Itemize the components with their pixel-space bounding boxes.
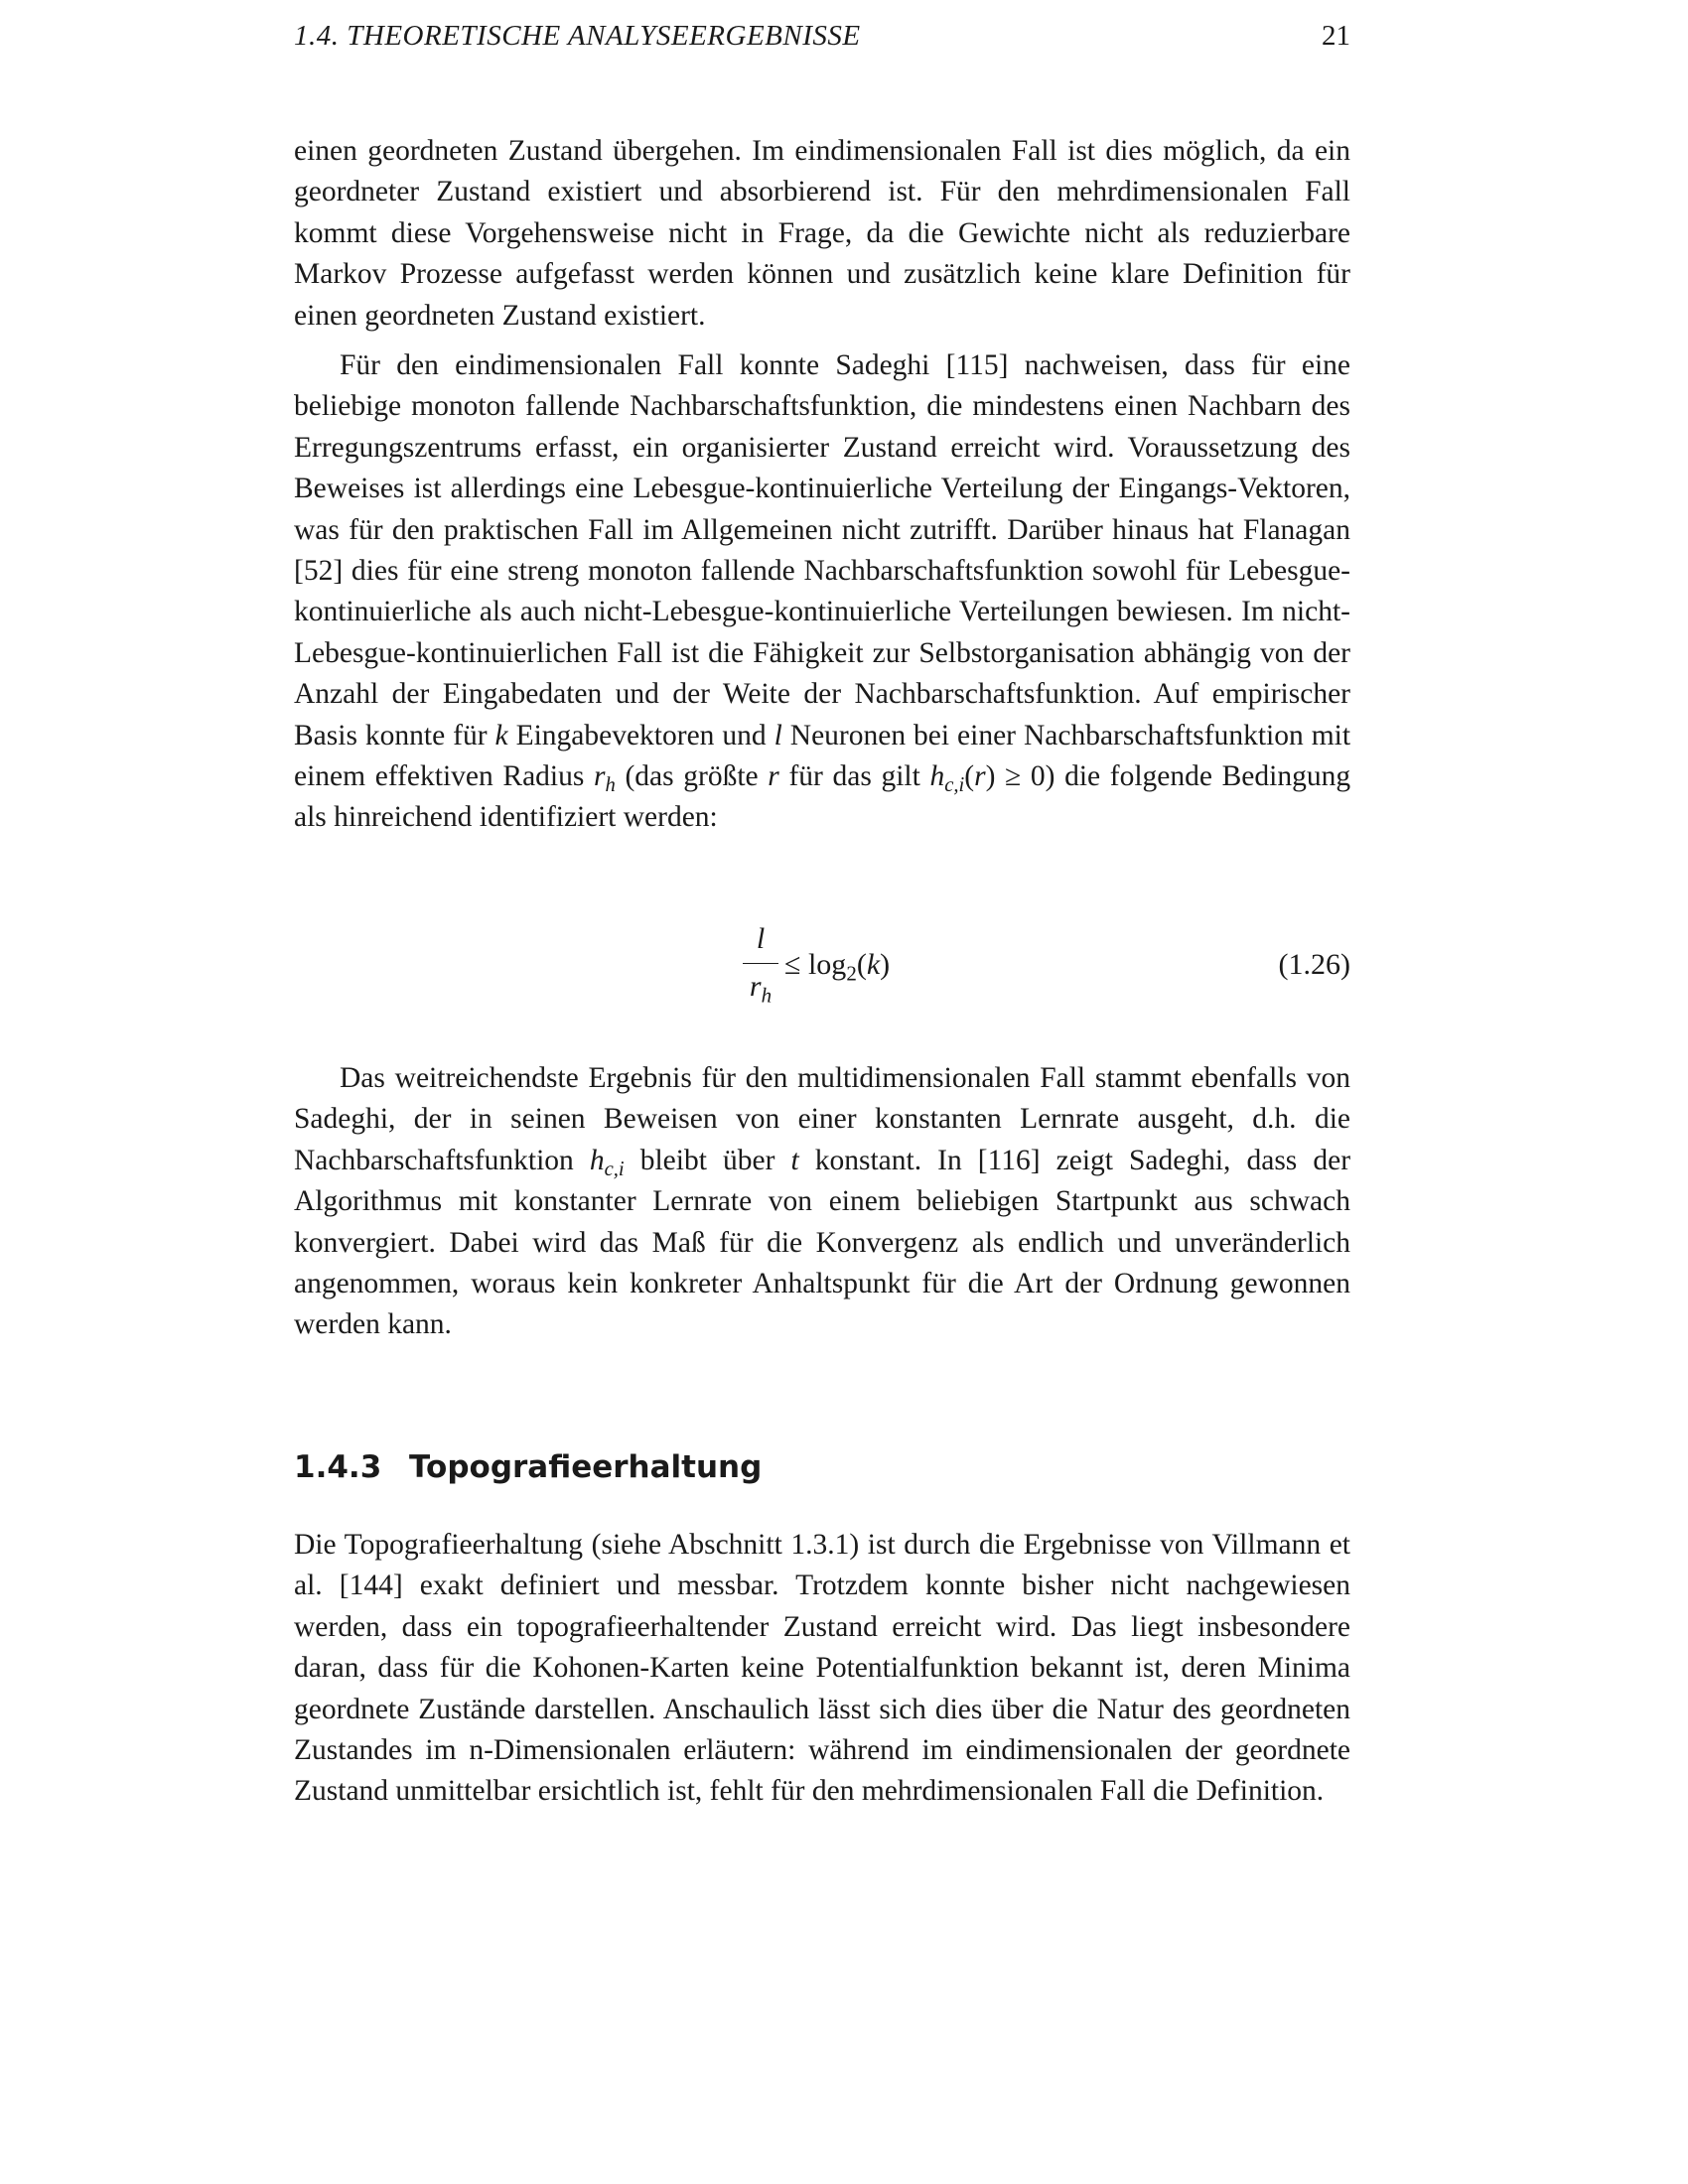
text-run: für das gilt <box>788 760 920 793</box>
math-sub-ci: c,i <box>944 774 965 797</box>
paragraph-continuation: einen geordneten Zustand übergehen. Im eindimensionalen Fall ist dies möglich, da ein geordneter Zustand existiert und absorbierend ist. Für den mehrdimensionalen Fall kommt diese Vorgehensweise nicht in Frage, da die Gewichte nicht als reduzierbare Markov Prozesse aufgefasst werden können und zusätzlich keine klare Definition für einen geordneten Zustand existiert. <box>294 135 1350 332</box>
text-run: bleibt über <box>639 1144 775 1176</box>
text-run: konstant. In [116] zeigt Sadeghi, dass der Algorithmus mit konstanter Lernrate von einem beliebigen Startpunkt aus schwach konvergiert. Dabei wird das Maß für die Konvergenz als endlich und unveränderlich angenommen, woraus kein konkreter Anhaltspunkt für die Art der Ordnung gewonnen werden kann. <box>294 1144 1351 1341</box>
math-var-h: h <box>929 760 945 793</box>
fraction-denominator <box>741 969 780 1008</box>
paragraph-topography: Die Topografieerhaltung (siehe Abschnitt 1.3.1) ist durch die Ergebnisse von Villmann et al. [144] exakt definiert und messbar. Trotzdem konnte bisher nicht nachgewiesen werden, dass ein topografieerhaltender Zustand erreicht wird. Das liegt insbesondere daran, dass für die Kohonen-Karten keine Potentialfunktion bekannt ist, deren Minima geordnete Zustände darstellen. Anschaulich lässt sich dies über die Natur des geordneten Zustandes im n-Dimensionalen erläutern: während im eindimensionalen der geordnete Zustand unmittelbar ersichtlich ist, fehlt für den mehrdimensionalen Fall die Definition. <box>294 1529 1350 1808</box>
math-var-h: h <box>589 1144 605 1176</box>
rhs-open-paren: ( <box>856 948 867 981</box>
equation-1-26 <box>294 919 1350 1009</box>
rhs-operator: ≤ log <box>784 948 847 981</box>
text-run: Neuronen bei einer Nachbarschaftsfunktion mit einem effektiven Radius <box>294 719 1351 793</box>
text-run: Für den eindimensionalen Fall konnte Sadeghi [115] nachweisen, dass für eine beliebige monoton fallende Nachbarschaftsfunktion, die mindestens einen Nachbarn des Erregungszentrums erfasst, ein organisierter Zustand erreicht wird. Voraussetzung des Beweises ist allerdings eine Lebesgue-kontinuierliche Verteilung der Eingangs-Vektoren, was für den praktischen Fall im Allgemeinen nicht zutrifft. Darüber hinaus hat Flanagan [52] dies für eine streng monoton fallende Nachbarschaftsfunktion sowohl für Lebesgue-kontinuierliche als auch nicht-Lebesgue-kontinuierliche Verteilungen bewiesen. Im nicht-Lebesgue-kontinuierlichen Fall ist die Fähigkeit zur Selbstorganisation abhängig von der Anzahl der Eingabedaten und der Weite der Nachbarschaftsfunktion. Auf empirischer Basis konnte für <box>294 349 1350 751</box>
math-var-l: l <box>774 719 782 751</box>
running-head-title: 1.4. THEORETISCHE ANALYSEERGEBNISSE <box>294 20 861 52</box>
section-title: Topografieerhaltung <box>409 1449 763 1485</box>
text-run: Das weitreichendste Ergebnis für den multidimensionalen Fall stammt ebenfalls von Sadeghi, der in seinen Beweisen von einer konstanten Lernrate ausgeht, d.h. die Nachbarschaftsfunktion <box>294 1062 1350 1176</box>
text-run: ) ≥ 0) die folgende Bedingung als hinreichend identifiziert werden: <box>294 760 1351 834</box>
math-sub-h: h <box>761 983 773 1008</box>
equation-rhs <box>784 947 891 986</box>
math-var-k: k <box>866 948 881 981</box>
running-head <box>294 16 1350 56</box>
text-run: Eingabevektoren und <box>515 719 767 751</box>
math-sub-h: h <box>605 774 616 797</box>
section-heading <box>294 1445 1350 1489</box>
fraction <box>741 919 780 1009</box>
math-var-r: r <box>749 970 762 1003</box>
text-run: ( <box>964 760 975 793</box>
equation-number: (1.26) <box>1278 948 1350 981</box>
paragraph-multidimensional-case <box>294 1058 1350 1346</box>
page-number: 21 <box>1322 20 1350 52</box>
math-var-r: r <box>768 760 779 793</box>
fraction-numerator: l <box>756 922 766 955</box>
fraction-bar <box>743 963 778 964</box>
math-var-t: t <box>790 1144 799 1176</box>
math-var-r: r <box>594 760 606 793</box>
math-var-k: k <box>494 719 508 751</box>
section-number: 1.4.3 <box>294 1449 382 1485</box>
math-var-r: r <box>974 760 986 793</box>
math-sub-ci: c,i <box>604 1159 625 1180</box>
log-base: 2 <box>846 961 857 986</box>
document-page <box>294 0 1350 2184</box>
rhs-close-paren: ) <box>880 948 891 981</box>
paragraph-one-dimensional-case <box>294 345 1350 839</box>
text-run: (das größte <box>625 760 759 793</box>
